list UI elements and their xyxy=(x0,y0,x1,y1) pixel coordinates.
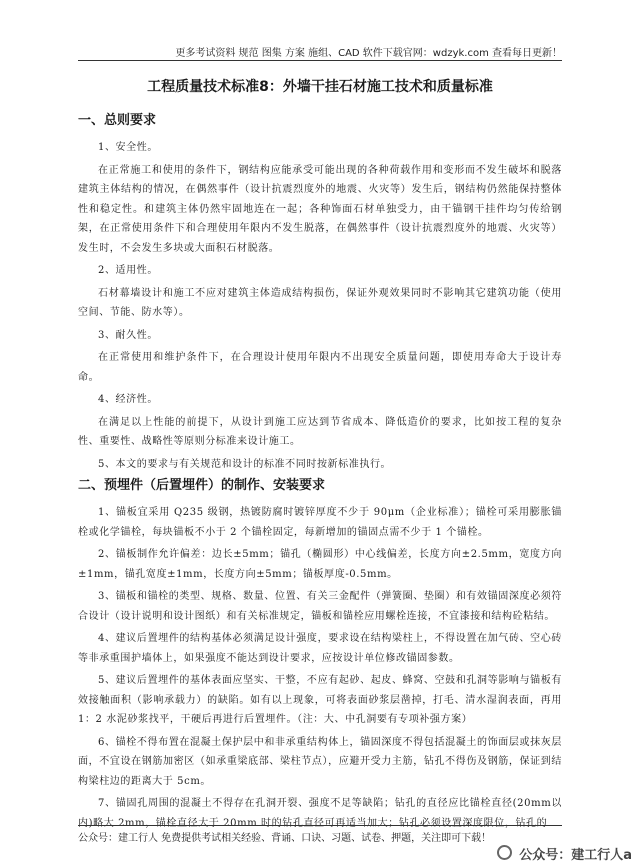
paragraph: 4、经济性。 xyxy=(98,394,158,405)
paragraph: 3、耐久性。 xyxy=(98,329,158,341)
paragraph: 4、建议后置埋件的结构基体必须满足设计强度，要求设在结构梁柱上，不得设置在加气砖、空心砖等非承重围护墙体上，如果强度不能达到设计要求，应按设计单位修改锚固参数。 xyxy=(78,633,562,664)
paragraph: 1、安全性。 xyxy=(98,142,158,153)
paragraph: 2、适用性。 xyxy=(98,265,158,276)
paragraph: 在满足以上性能的前提下，从设计到施工应达到节省成本、降低造价的要求，比如按工程的复杂性、重要性、战略性等原则分标准来设计施工。 xyxy=(78,416,562,447)
paragraph: 7、锚固孔周围的混凝土不得存在孔洞开裂、强度不足等缺陷；钻孔的直径应比锚栓直径(20mm以内)略大 2mm，锚栓直径大于 20mm 时的钻孔直径可再适当加大；钻孔必须设置深度限位，钻孔的 xyxy=(78,798,562,829)
section-heading-embedded-parts: 二、预埋件（后置埋件）的制作、安装要求 xyxy=(78,478,326,493)
paragraph: 3、锚板和锚栓的类型、规格、数量、位置、有关三金配件（弹簧圈、垫圈）和有效锚固深度必须符合设计（设计说明和设计图纸）和有关标准规定，锚板和锚栓应用螺栓连接，不宜漆接和结构砼粘结。 xyxy=(78,591,562,622)
header-note: 更多考试资料 规范 图集 方案 施组、CAD 软件下载官网：wdzyk.com 查看每日更新！ xyxy=(175,48,562,59)
document-title: 工程质量技术标准8：外墙干挂石材施工技术和质量标准 xyxy=(147,79,493,95)
paragraph: 2、锚板制作允许偏差：边长±5mm；锚孔（椭圆形）中心线偏差，长度方向±2.5mm，宽度方向±1mm，锚孔宽度±1mm，长度方向±5mm；锚板厚度-0.5mm。 xyxy=(78,549,562,580)
paragraph: 1、锚板宜采用 Q235 级钢，热镀防腐时镀锌厚度不少于 90μm（企业标准）；锚栓可采用膨胀锚栓或化学锚栓，每块锚板不小于 2 个锚栓固定，每新增加的锚固点需不少于 1 个锚栓。 xyxy=(78,507,562,538)
header-divider xyxy=(78,60,562,61)
paragraph: 在正常施工和使用的条件下，钢结构应能承受可能出现的各种荷载作用和变形而不发生破坏和脱落建筑主体结构的情况，在偶然事件（设计抗震烈度外的地震、火灾等）发生后，钢结构仍然能保持整体性和稳定性。和建筑主体仍然牢固地连在一起；各种饰面石材单独受力，由干锚钢干挂件均匀传给钢架，在正常使用条件下和合理使用年限内不发生脱落，在偶然事件（设计抗震烈度外的地震、火灾等）发生时，不会发生多块或大面积石材脱落。 xyxy=(78,164,562,254)
wechat-icon xyxy=(497,845,512,860)
paragraph: 5、建议后置埋件的基体表面应坚实、干整，不应有起砂、起皮、蜂窝、空鼓和孔洞等影响与锚板有效接触面积（影响承载力）的缺陷。如有以上现象，可将表面砂浆层凿掉，打毛、清水湿润表面，再用 1：2 水泥砂浆找平，干硬后再进行后置埋件。（注：大、中孔洞要有专项补强方案） xyxy=(78,675,562,725)
watermark xyxy=(497,844,632,863)
footer-note: 公众号：建工行人 免费提供考试相关经验、背诵、口诀、习题、试卷、押题，关注即可下载！ xyxy=(78,833,492,844)
section-heading-general: 一、总则要求 xyxy=(78,113,157,128)
paragraph: 5、本文的要求与有关规范和设计的标准不同时按新标准执行。 xyxy=(98,458,392,470)
footer-divider xyxy=(78,825,562,826)
paragraph: 石材幕墙设计和施工不应对建筑主体造成结构损伤，保证外观效果同时不影响其它建筑功能（使用空间、节能、防水等）。 xyxy=(78,287,562,318)
paragraph: 6、锚栓不得布置在混凝土保护层中和非承重结构体上，锚固深度不得包括混凝土的饰面层或抹灰层面，不宜设在钢筋加密区（如承重梁底部、梁柱节点），应避开受力主筋，钻孔不得伤及钢筋，保证到结构梁柱边的距离大于 5cm。 xyxy=(78,736,562,787)
paragraph: 在正常使用和维护条件下，在合理设计使用年限内不出现安全质量问题，即使用寿命大于设计寿命。 xyxy=(78,352,562,383)
watermark-text: 公众号：建工行人a xyxy=(519,848,632,863)
document-body xyxy=(78,112,562,836)
